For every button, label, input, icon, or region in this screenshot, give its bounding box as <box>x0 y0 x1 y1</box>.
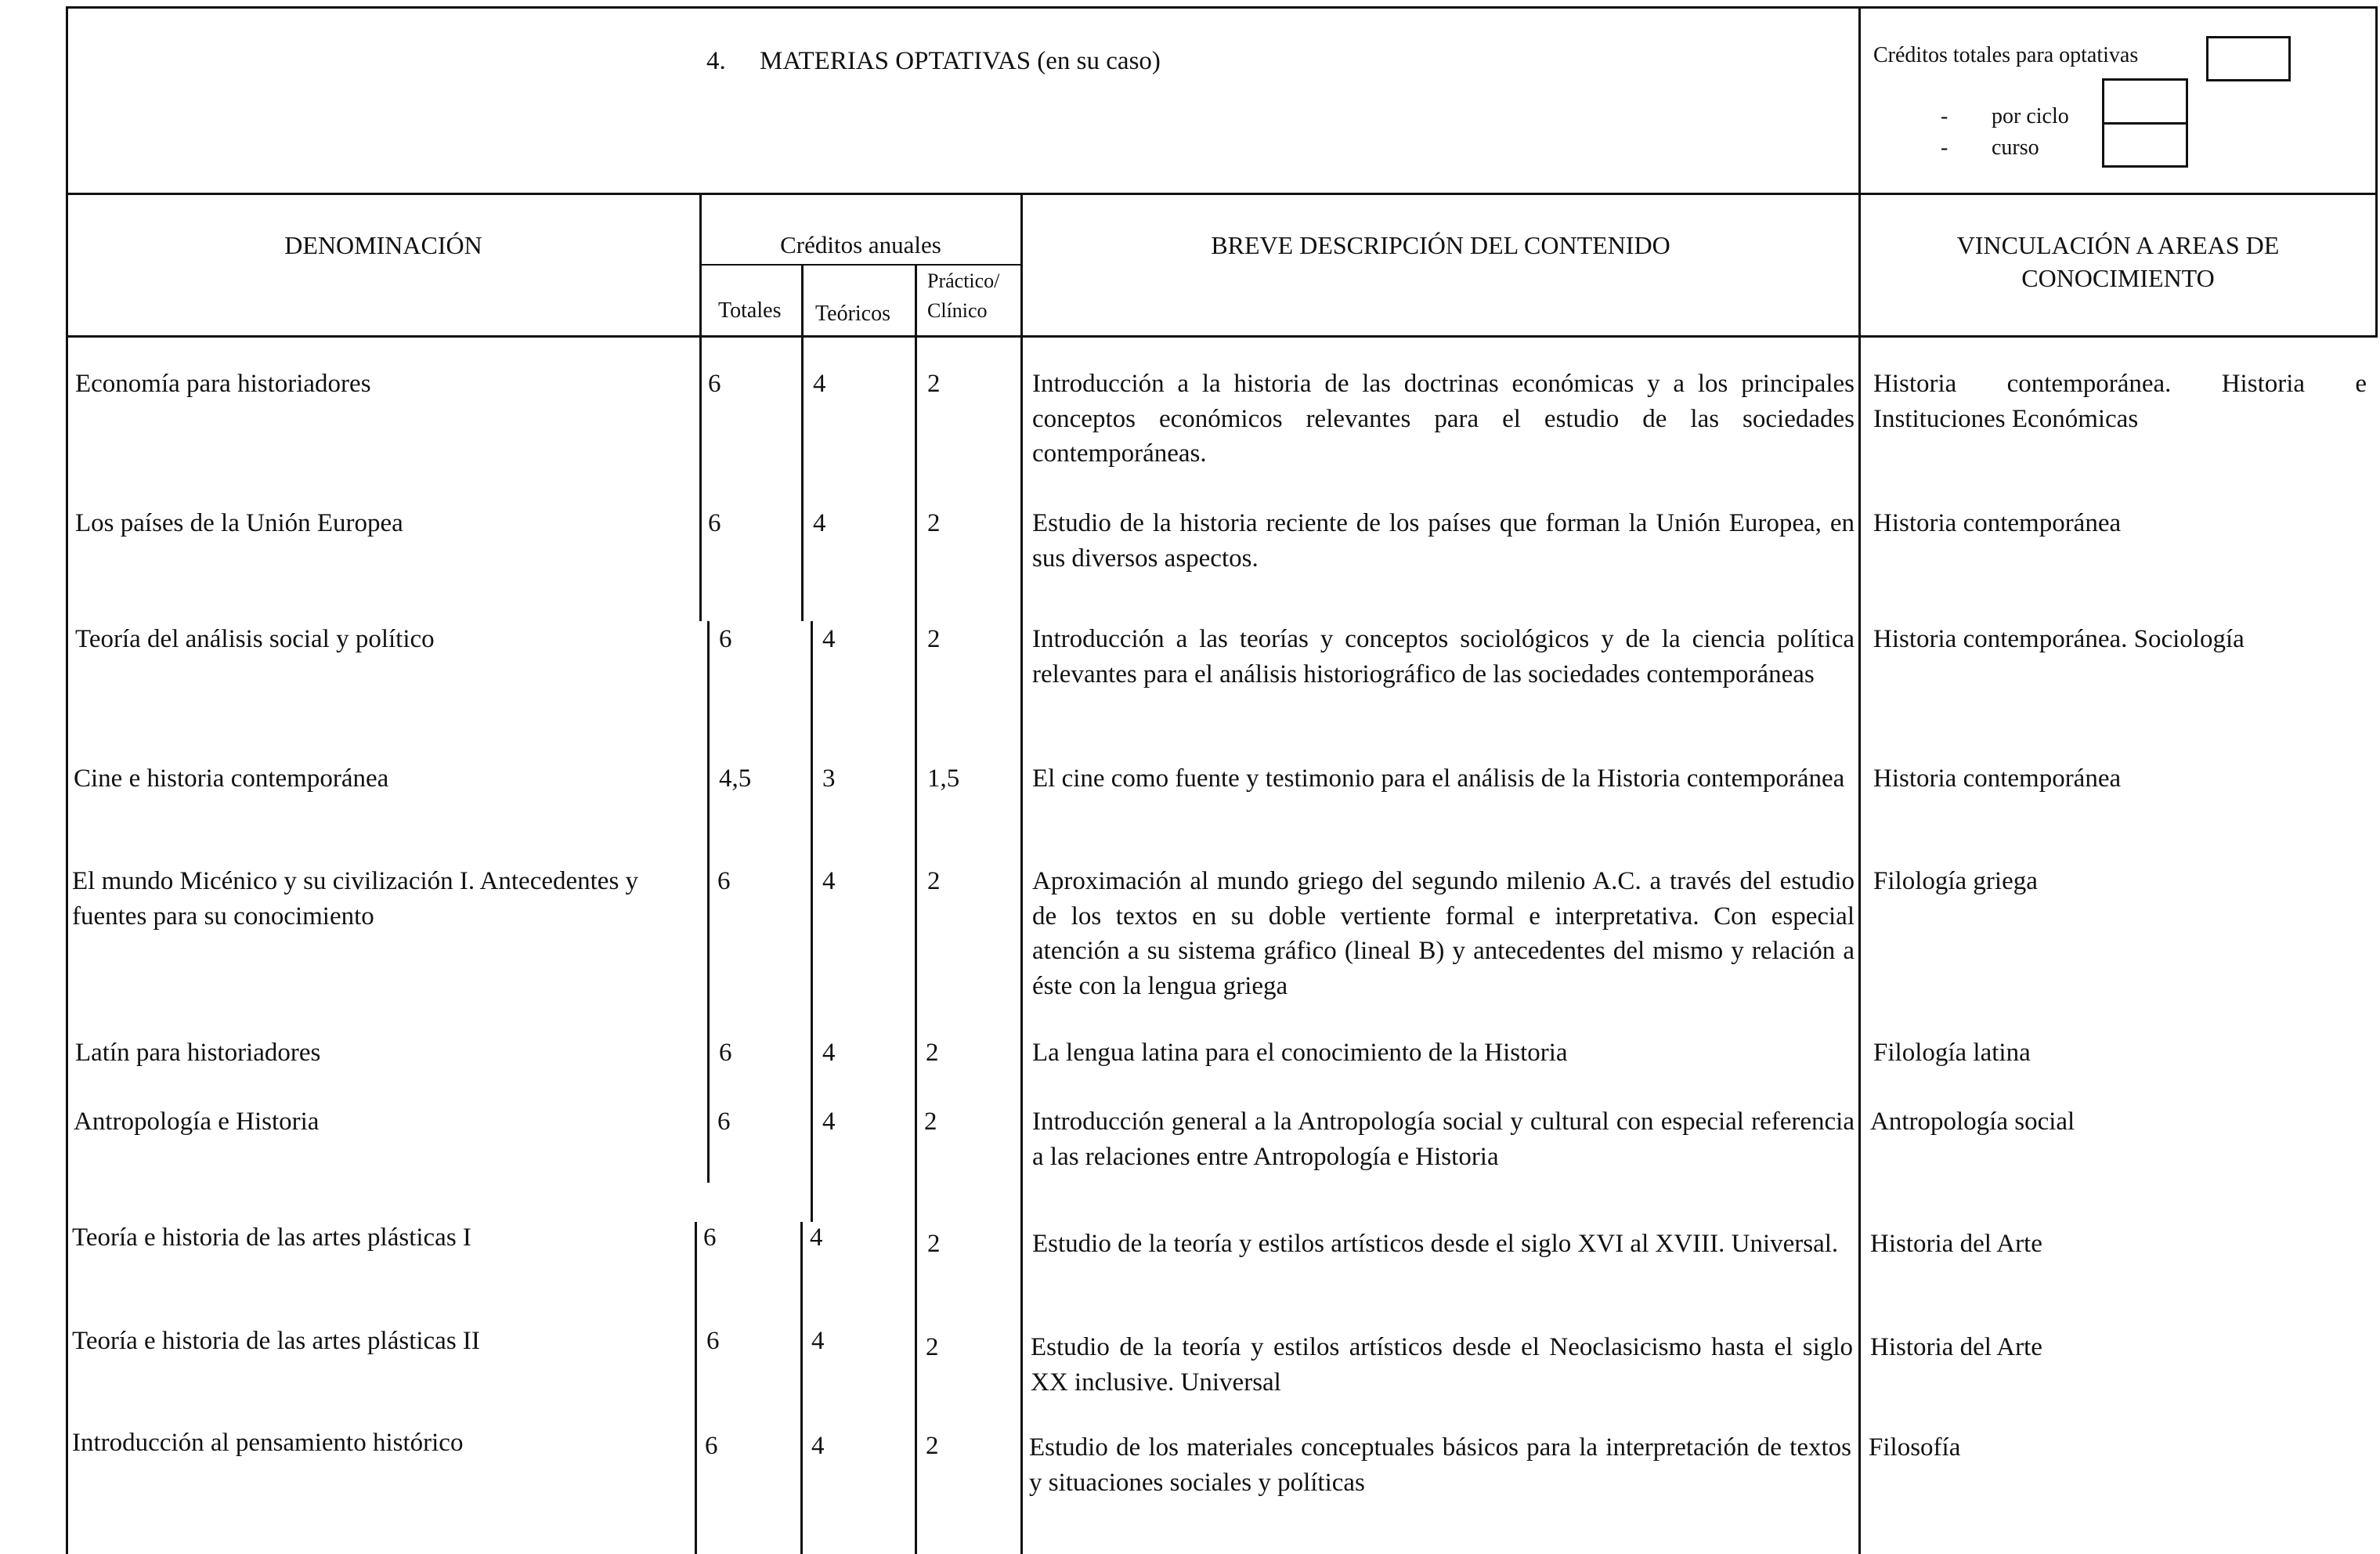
column-header-bottom-border <box>66 335 2378 338</box>
section-title: MATERIAS OPTATIVAS (en su caso) <box>760 47 1161 75</box>
row-4-practicos: 1,5 <box>927 764 960 793</box>
row-3-description: Introducción a las teorías y conceptos sociológicos y de la ciencia política relevantes para el análisis historiográfico de las sociedades contemporáneas <box>1032 625 1855 688</box>
col-sep-credits-left-lower <box>707 621 710 1183</box>
row-7-area: Antropología social <box>1870 1108 2075 1136</box>
row-5-name: El mundo Micénico y su civilización I. Antecedentes y fuentes para su conocimiento <box>72 867 639 931</box>
row-2-teoricos: 4 <box>813 509 826 537</box>
row-6-teoricos: 4 <box>822 1039 836 1067</box>
col-sep-totales-teoricos-lower <box>811 621 813 1222</box>
por-ciclo-label: por ciclo <box>1992 104 2069 128</box>
header-descripcion: BREVE DESCRIPCIÓN DEL CONTENIDO <box>1211 231 1670 259</box>
row-2-area: Historia contemporánea <box>1873 509 2122 537</box>
row-10-practicos: 2 <box>926 1432 939 1460</box>
row-3-totales: 6 <box>719 625 732 653</box>
header-creditos-anuales: Créditos anuales <box>780 231 941 258</box>
header-practico: Práctico/ <box>927 269 1000 292</box>
right-border <box>2375 6 2378 335</box>
row-7-name: Antropología e Historia <box>74 1108 320 1136</box>
row-9-teoricos: 4 <box>811 1327 825 1355</box>
row-1-totales: 6 <box>708 370 721 398</box>
row-6-area: Filología latina <box>1873 1039 2031 1067</box>
row-9-totales: 6 <box>706 1327 720 1355</box>
row-2-practicos: 2 <box>927 509 941 537</box>
curso-box[interactable] <box>2102 122 2188 168</box>
row-8-teoricos: 4 <box>810 1223 823 1252</box>
row-5-practicos: 2 <box>927 867 941 895</box>
row-5-description: Aproximación al mundo griego del segundo milenio A.C. a través del estudio de los textos en su doble vertiente formal e interpretativa. Con especial atención a su sistema gráfico (lineal B) y antecedentes del mismo y relación a éste con la lengua griega <box>1032 867 1855 1000</box>
por-ciclo-box[interactable] <box>2102 78 2188 127</box>
header-divider <box>66 193 2378 195</box>
row-10-totales: 6 <box>705 1432 718 1460</box>
row-5-area: Filología griega <box>1873 867 2038 895</box>
row-2-description: Estudio de la historia reciente de los países que forman la Unión Europea, en sus diversos aspectos. <box>1032 509 1855 573</box>
row-2-name: Los países de la Unión Europea <box>75 509 403 537</box>
credits-total-box[interactable] <box>2206 36 2291 81</box>
row-6-totales: 6 <box>719 1039 732 1067</box>
row-6-description: La lengua latina para el conocimiento de la Historia <box>1032 1039 1568 1067</box>
credits-total-label: Créditos totales para optativas <box>1873 43 2139 67</box>
row-1-teoricos: 4 <box>813 370 826 398</box>
row-4-totales: 4,5 <box>719 764 752 793</box>
col-sep-credits-left-bottom <box>695 1222 697 1554</box>
row-7-teoricos: 4 <box>822 1108 836 1136</box>
row-3-teoricos: 4 <box>822 625 836 653</box>
col-sep-totales-teoricos <box>801 265 804 621</box>
row-8-totales: 6 <box>703 1223 717 1252</box>
row-3-area: Historia contemporánea. Sociología <box>1873 625 2245 653</box>
col-sep-credits-right <box>1020 194 1023 1554</box>
header-vinculacion-line1: VINCULACIÓN A AREAS DE <box>1956 231 2280 259</box>
row-8-area: Historia del Arte <box>1870 1230 2042 1258</box>
header-teoricos: Teóricos <box>815 302 891 326</box>
row-10-name: Introducción al pensamiento histórico <box>72 1429 464 1457</box>
row-4-name: Cine e historia contemporánea <box>74 764 389 793</box>
top-border <box>66 6 2378 9</box>
row-1-area: Historia contemporánea. Historia e Instituciones Económicas <box>1873 370 2367 433</box>
row-6-name: Latín para historiadores <box>75 1039 321 1067</box>
dash-por-ciclo: - <box>1941 104 1948 128</box>
row-4-area: Historia contemporánea <box>1873 764 2122 793</box>
header-clinico: Clínico <box>927 299 988 322</box>
row-9-name: Teoría e historia de las artes plásticas II <box>72 1327 480 1355</box>
row-9-practicos: 2 <box>926 1333 939 1361</box>
row-9-description: Estudio de la teoría y estilos artísticos desde el Neoclasicismo hasta el siglo XX inclusive. Universal <box>1031 1333 1853 1397</box>
row-8-name: Teoría e historia de las artes plásticas I <box>72 1223 471 1252</box>
row-3-practicos: 2 <box>927 625 941 653</box>
header-denominacion: DENOMINACIÓN <box>284 231 482 259</box>
curso-label: curso <box>1992 136 2039 160</box>
row-9-area: Historia del Arte <box>1870 1333 2042 1361</box>
credits-header-underline <box>699 264 1022 266</box>
section-number: 4. <box>706 47 726 75</box>
row-6-practicos: 2 <box>926 1039 939 1067</box>
header-totales: Totales <box>718 298 782 323</box>
row-5-totales: 6 <box>717 867 731 895</box>
header-vinculacion-line2: CONOCIMIENTO <box>2021 264 2215 292</box>
row-10-description: Estudio de los materiales conceptuales básicos para la interpretación de textos y situaciones sociales y políticas <box>1029 1433 1851 1497</box>
row-10-area: Filosofía <box>1869 1433 1961 1462</box>
row-3-name: Teoría del análisis social y político <box>75 625 435 653</box>
row-5-teoricos: 4 <box>822 867 836 895</box>
row-1-practicos: 2 <box>927 370 941 398</box>
col-sep-teoricos-practico <box>915 265 917 1554</box>
row-1-name: Economía para historiadores <box>75 370 371 398</box>
row-4-description: El cine como fuente y testimonio para el análisis de la Historia contemporánea <box>1032 764 1845 793</box>
row-4-teoricos: 3 <box>822 764 836 793</box>
row-7-description: Introducción general a la Antropología social y cultural con especial referencia a las relaciones entre Antropología e Historia <box>1032 1108 1855 1171</box>
row-1-description: Introducción a la historia de las doctrinas económicas y a los principales conceptos económicos relevantes para el estudio de las sociedades contemporáneas. <box>1032 370 1855 468</box>
row-7-totales: 6 <box>717 1108 731 1136</box>
dash-curso: - <box>1941 136 1948 160</box>
row-2-totales: 6 <box>708 509 721 537</box>
row-8-practicos: 2 <box>927 1230 941 1258</box>
row-8-description: Estudio de la teoría y estilos artísticos desde el siglo XVI al XVIII. Universal. <box>1032 1230 1839 1258</box>
row-7-practicos: 2 <box>924 1108 937 1136</box>
col-sep-totales-teoricos-bottom <box>800 1222 803 1554</box>
row-10-teoricos: 4 <box>811 1432 825 1460</box>
